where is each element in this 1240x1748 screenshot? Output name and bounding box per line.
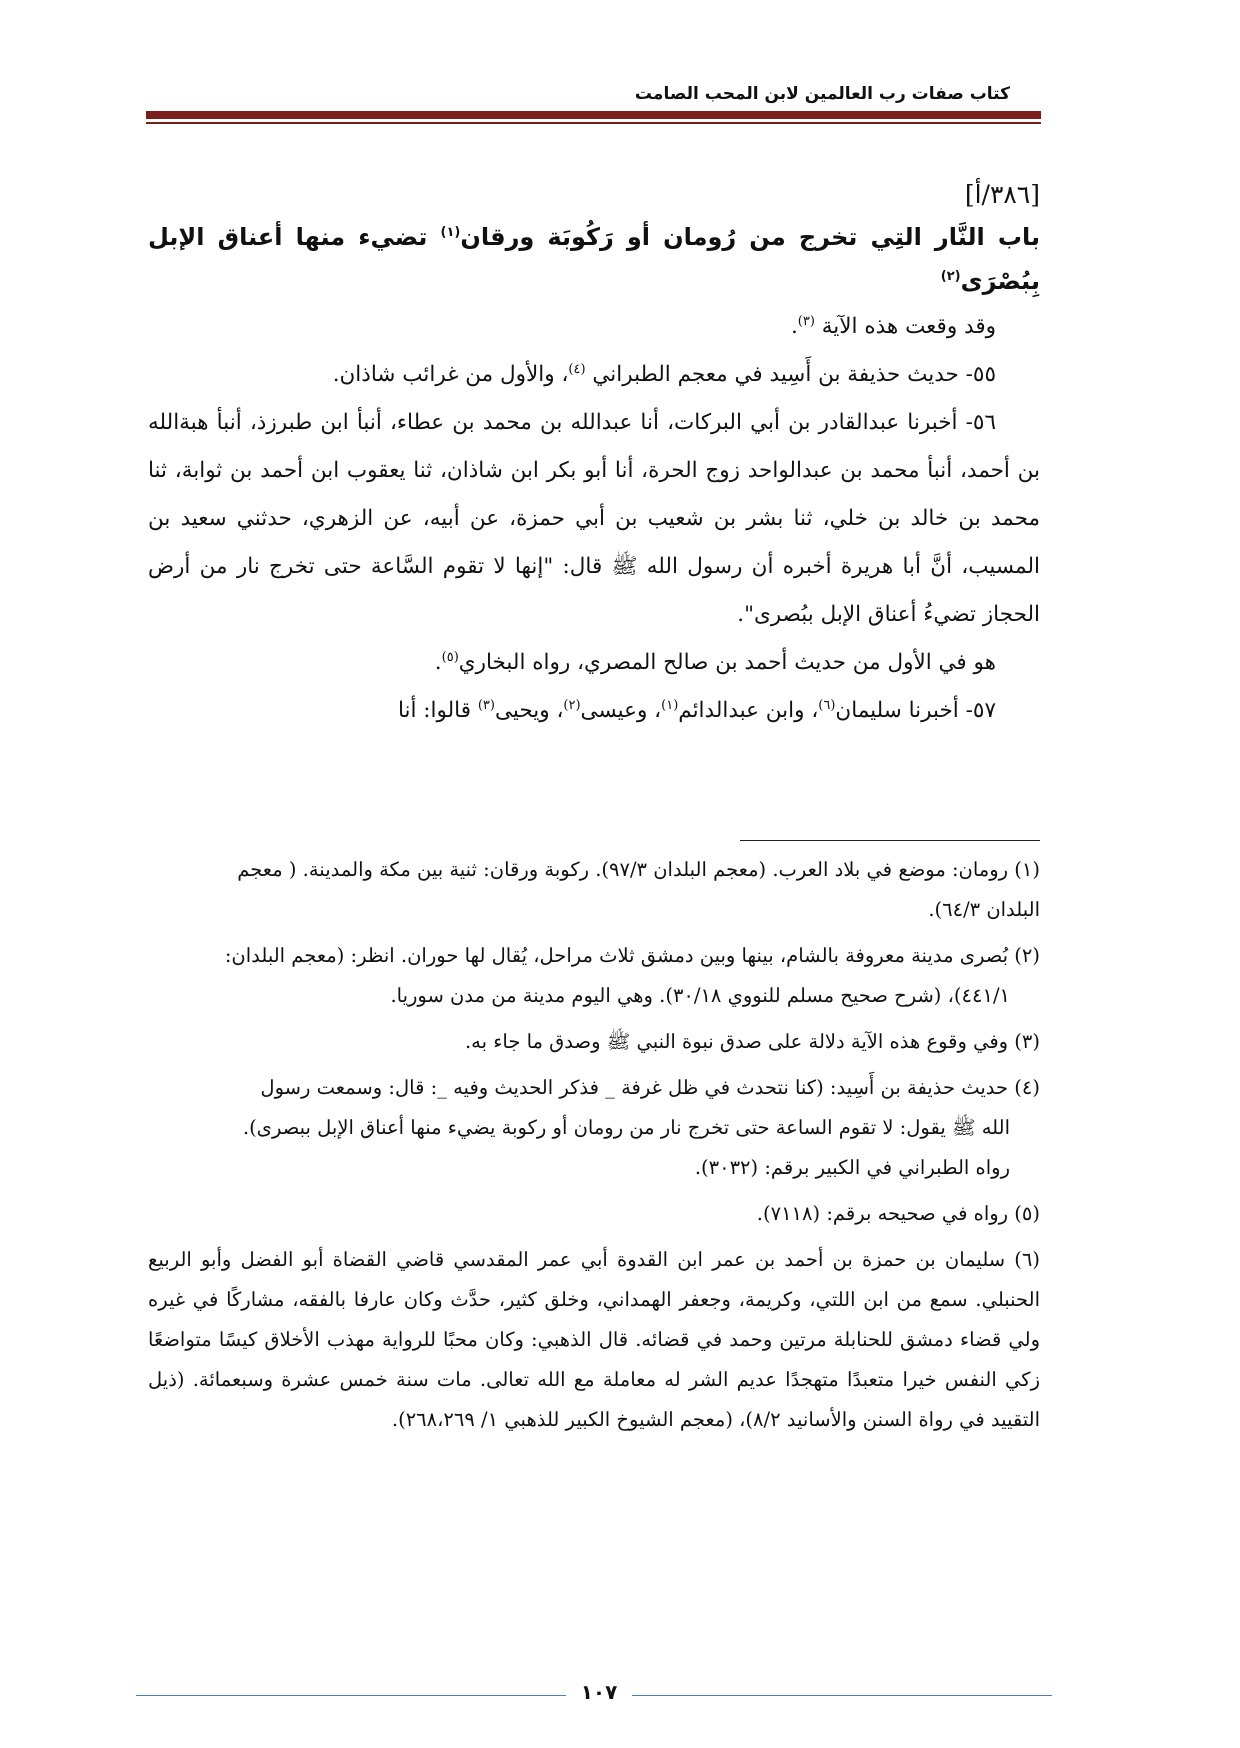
- footnote-ref: (٢): [940, 269, 961, 284]
- paragraph-text: هو في الأول من حديث أحمد بن صالح المصري، رواه البخاري: [458, 650, 996, 675]
- footnote-3: (٣) وفي وقوع هذه الآية دلالة على صدق نبوة النبي ﷺ وصدق ما جاء به.: [464, 1030, 1040, 1053]
- page-number: ١٠٧: [580, 1680, 618, 1704]
- paragraph-text: .: [790, 314, 798, 339]
- footnotes: [148, 850, 1040, 1446]
- footnote-5: (٥) رواه في صحيحه برقم: (٧١١٨).: [756, 1202, 1040, 1225]
- footnote-ref: (٦): [818, 697, 836, 713]
- footnote-line: (٢) بُصرى مدينة معروفة بالشام، بينها وبين دمشق ثلاث مراحل، يُقال لها حوران. انظر: (معجم البلدان:: [224, 944, 1040, 967]
- footnote-ref: (٢): [563, 697, 581, 713]
- footnote-line: الله ﷺ يقول: لا تقوم الساعة حتى تخرج نار من رومان أو ركوبة يضيء منها أعناق الإبل ببصرى).: [242, 1116, 1010, 1139]
- header-rule-thin: [146, 122, 1041, 124]
- paragraph-55: [148, 351, 1040, 399]
- paragraph-text: .: [434, 650, 442, 675]
- paragraph-text: ٥٥- حديث حذيفة بن أَسِيد في معجم الطبراني: [585, 362, 996, 387]
- footnote-2: [148, 936, 1040, 1016]
- paragraph-text: ٥٧- أخبرنا سليمان: [835, 698, 996, 723]
- header-rule-thick: [146, 111, 1041, 119]
- paragraph-intro: [148, 303, 1040, 351]
- chapter-title: [148, 215, 1040, 303]
- footnote-ref: (٤): [568, 361, 586, 377]
- footnote-line: ٤٤١/١)، (شرح صحيح مسلم للنووي ٣٠/١٨). وهي اليوم مدينة من مدن سوريا.: [390, 984, 1010, 1007]
- footnote-1: [148, 850, 1040, 930]
- footnote-ref: (١): [440, 225, 461, 240]
- paragraph-text: ، ويحيى: [494, 698, 564, 723]
- folio-mark: [٣٨٦/أ]: [964, 180, 1040, 209]
- chapter-title-part1: باب النَّار التِي تخرج من رُومان أو رَكُوبَة ورقان: [460, 223, 1040, 251]
- footnote-ref: (٥): [441, 649, 459, 665]
- footnote-6: (٦) سليمان بن حمزة بن أحمد بن عمر ابن القدوة أبي عمر المقدسي قاضي القضاة أبو الفضل وأبو الربيع الحنبلي. سمع من ابن اللتي، وكريمة، وجعفر الهمداني، وخلق كثير، حدَّث وكان عارفا بالفقه، مشاركًا في غيره ولي قضاء دمشق للحنابلة مرتين وحمد في قضائه. قال الذهبي: وكان محبًا للرواية مهذب الأخلاق كيسًا متواضعًا زكي النفس خيرا متعبدًا متهجدًا عديم الشر له معاملة مع الله تعالى. مات سنة خمس عشرة وسبعمائة. (ذيل التقييد في رواة السنن والأسانيد ٨/٢)، (معجم الشيوخ الكبير للذهبي ١/ ٢٦٨،٢٦٩).: [148, 1248, 1040, 1431]
- paragraph-bukhari: [148, 639, 1040, 687]
- footnote-4: [148, 1068, 1040, 1188]
- paragraph-text: قالوا: أنا: [397, 698, 478, 723]
- footer-rule-right: [632, 1695, 1052, 1696]
- paragraph-text: ، وابن عبدالدائم: [678, 698, 819, 723]
- footnote-separator: [740, 840, 1040, 841]
- chapter-title-part2: تضيء منها أعناق الإبل بِبُصْرَى: [148, 223, 1040, 295]
- footnote-line: (١) رومان: موضع في بلاد العرب. (معجم البلدان ٩٧/٣). ركوبة ورقان: ثنية بين مكة والمدينة. ( معجم: [237, 858, 1040, 881]
- footnote-line: رواه الطبراني في الكبير برقم: (٣٠٣٢).: [694, 1156, 1010, 1179]
- footnote-ref: (١): [661, 697, 679, 713]
- main-text: [148, 180, 1040, 735]
- paragraph-57: [148, 687, 1040, 735]
- footnote-ref: (٣): [477, 697, 495, 713]
- paragraph-text: ، والأول من غرائب شاذان.: [332, 362, 569, 387]
- running-header-title: كتاب صفات رب العالمين لابن المحب الصامت: [634, 84, 1010, 104]
- paragraph-56: ٥٦- أخبرنا عبدالقادر بن أبي البركات، أنا عبدالله بن محمد بن عطاء، أنبأ ابن طبرزذ، أنبأ هبةالله بن أحمد، أنبأ محمد بن عبدالواحد زوج الحرة، أنا أبو بكر ابن شاذان، ثنا يعقوب ابن أحمد بن ثوابة، ثنا محمد بن خالد بن خلي، ثنا بشر بن شعيب بن أبي حمزة، عن أبيه، عن الزهري، حدثني سعيد بن المسيب، أنَّ أبا هريرة أخبره أن رسول الله ﷺ قال: "إنها لا تقوم السَّاعة حتى تخرج نار من أرض الحجاز تضيءُ أعناق الإبل ببُصرى".: [148, 410, 1040, 627]
- footnote-ref: (٣): [797, 313, 815, 329]
- footnote-line: البلدان ٦٤/٣).: [928, 898, 1040, 921]
- footnote-line: (٤) حديث حذيفة بن أَسِيد: (كنا نتحدث في ظل غرفة _ فذكر الحديث وفيه _: قال: وسمعت رسول: [260, 1076, 1040, 1099]
- footer-rule-left: [136, 1695, 566, 1696]
- paragraph-text: ، وعيسى: [580, 698, 662, 723]
- paragraph-text: وقد وقعت هذه الآية: [814, 314, 996, 339]
